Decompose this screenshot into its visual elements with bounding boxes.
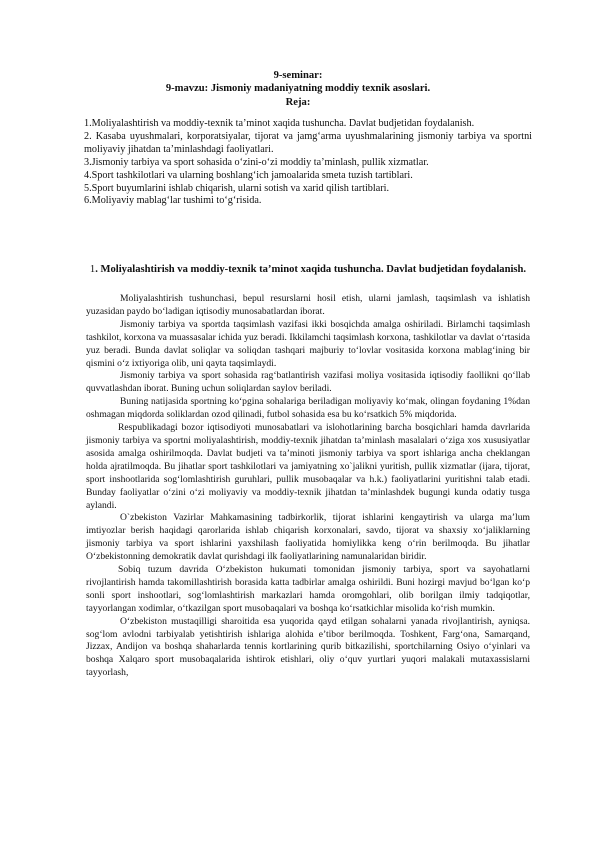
plan-item: 4.Sport tashkilotlari va ularning boshlang‘ich jamoalarida smeta tuzish tartiblari. (84, 169, 413, 181)
paragraph: Buning natijasida sportning ko‘pgina sohalariga beriladigan moliyaviy ko‘mak, olingan foydaning 1%dan oshmagan miqdorda soliklardan ozod qilinadi, futbol sohasida esa bu ko‘rsatkich 5% miqdorida. (86, 396, 530, 421)
body-text (86, 293, 530, 680)
plan-item: 3.Jismoniy tarbiya va sport sohasida o‘zini-o‘zi moddiy ta’minlash, pullik xizmatlar. (84, 156, 429, 168)
section-number: 1 (89, 264, 96, 275)
plan-item: 6.Moliyaviy mablag‘lar tushimi to‘g‘risida. (84, 195, 262, 207)
section-heading (84, 263, 532, 277)
plan-item: 5.Sport buyumlarini ishlab chiqarish, ularni sotish va xarid qilish tartiblari. (84, 182, 390, 194)
paragraph: Moliyalashtirish tushunchasi, bepul resurslarni hosil etish, ularni jamlash, taqsimlash va ishlatish yuzasidan paydo bo‘ladigan iqtisodiy munosabatlardan iborat. (86, 293, 530, 317)
plan-heading: Reja: (285, 97, 311, 108)
seminar-number: 9-seminar: (273, 70, 323, 81)
paragraph: Jismoniy tarbiya va sport sohasida rag‘batlantirish vazifasi moliya vositasida iqtisodiy faollikni qo‘llab quvvatlashdan iborat. Buning uchun soliqlardan saylov beriladi. (86, 370, 530, 395)
paragraph: Respublikadagi bozor iqtisodiyoti munosabatlari va islohotlarining barcha bosqichlari hamda davrlarida jismoniy tarbiya va sportni moliyalashtirish, moddiy-texnik jihatdan ta’minlash masalalari o‘ziga xos xususiyatlar asosida amalga oshirilmoqda. Davlat budjeti va ta’minoti jismoniy tarbiya va sport ishlariga ancha cheklangan holda ajratilmoqda. Bu jihatlar sport tashkilotlari va jamiyatning xo`jalikni yuritish, pullik xizmatlar (ijara, tijorat, sport inshootlarida sog‘lomlashtirish guruhlari, pullik musobaqalar va h.k.) faoliyatlarini yuritishni talab etadi. Bunday faoliyatlar o‘zini o‘zi moliyaviy va moddiy-texnik jihatdan ta’minlashdek bugungi kunda odatiy tusga aylandi. (86, 422, 530, 511)
paragraph: Jismoniy tarbiya va sportda taqsimlash vazifasi ikki bosqichda amalga oshiriladi. Birlamchi taqsimlash tashkilot, korxona va muassasalar ichida yuz beradi. Ikkilamchi taqsimlash korxona, tashkilotlar va davlat o‘rtasida yuz beradi. Bunda davlat soliqlar va soliqdan tashqari majburiy to‘lovlar vositasida korxona mablag‘ining bir qismini o‘z ixtiyoriga olib, uni qayta taqsimlaydi. (86, 318, 530, 369)
plan-item: 1.Moliyalashtirish va moddiy-texnik ta’minot xaqida tushuncha. Davlat budjetidan foydalanish. (84, 118, 475, 129)
paragraph: Sobiq tuzum davrida O‘zbekiston hukumati tomonidan jismoniy tarbiya, sport va sayohatlarni rivojlantirish hamda takomillashtirish borasida katta tadbirlar amalga oshirildi. Buni hozirgi mavjud bo‘lgan ko‘p sonli sport inshootlari, sog‘lomlashtirish markazlari hamda oromgohlari, olib borilgan ilmiy tadqiqotlar, tayyorlangan xodimlar, o‘tkazilgan sport musobaqalari va boshqa ko‘rsatkichlar misolida ko‘rish mumkin. (86, 564, 530, 614)
plan-item: 2. Kasaba uyushmalari, korporatsiyalar, tijorat va jamg‘arma uyushmalarining jismoniy tarbiya va sportni moliyaviy jihatdan ta’minlashdagi faoliyatlari. (84, 130, 532, 155)
paragraph: O`zbekiston Vazirlar Mahkamasining tadbirkorlik, tijorat ishlarini kengaytirish va ularga ma’lum imtiyozlar berish haqidagi qarorlarida ishlab chiqarish korxonalari, savdo, tijorat va shaxsiy xo‘jaliklarning jismoniy tarbiya va sport ishlarini yaxshilash faoliyatida homiylikka keng o‘rin berilmoqda. Bu jihatlar O‘zbekistonning demokratik davlat qurishdagi ilk faoliyatlarining namunalaridan biridir. (86, 512, 530, 563)
paragraph: O‘zbekiston mustaqilligi sharoitida esa yuqorida qayd etilgan sohalarni yanada rivojlantirish, ayniqsa. sog‘lom avlodni tarbiyalab yetishtirish ishlariga alohida e’tibor berilmoqda. Toshkent, Farg‘ona, Samarqand, Jizzax, Andijon va boshqa shaharlarda tennis kortlarining qurib bitkazilishi, sportchilarning Osiyo o‘yinlari va boshqa Xalqaro sport musobaqalarida ishtirok etishlari, oliy o‘quv yurtlari yuqori malakali mutaxassislarni tayyorlash, (86, 615, 530, 679)
plan-list (84, 118, 532, 208)
section-title: . Moliyalashtirish va moddiy-texnik ta’minot xaqida tushuncha. Davlat budjetidan foydalanish. (95, 264, 527, 275)
topic-title: 9-mavzu: Jismoniy madaniyatning moddiy texnik asoslari. (165, 83, 431, 94)
